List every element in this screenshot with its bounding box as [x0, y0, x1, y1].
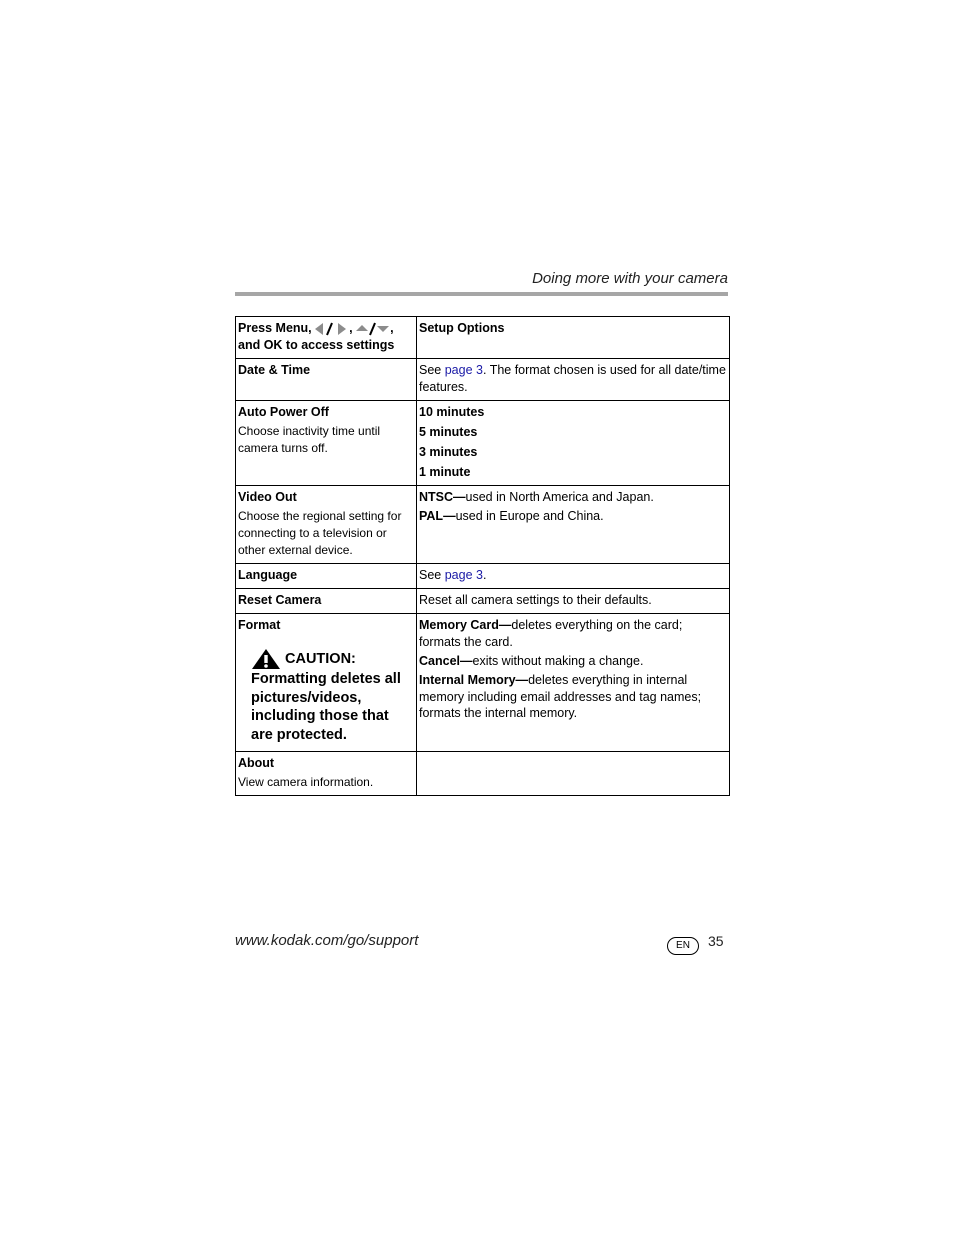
setup-options-table [235, 316, 730, 796]
table-row-language [236, 564, 730, 589]
caution-text: Formatting deletes all pictures/videos, including those that are protected. [251, 671, 401, 743]
table-header-row [236, 317, 730, 359]
header-cell-setup-options: Setup Options [417, 317, 730, 359]
header-rule [235, 292, 728, 296]
cancel-label: Cancel— [419, 654, 473, 668]
language-badge: EN [667, 937, 699, 955]
date-time-text: . The format chosen is used for all date/time features. [419, 363, 726, 394]
language-text: . [482, 568, 487, 582]
down-arrow-icon [377, 326, 389, 332]
option-5-minutes: 5 minutes [419, 425, 478, 439]
up-down-arrows-icon [356, 322, 390, 336]
label-date-time: Date & Time [236, 359, 417, 401]
page-number: 35 [708, 933, 724, 949]
option-10-minutes: 10 minutes [419, 405, 485, 419]
date-time-see: See [419, 363, 442, 377]
pal-label: PAL— [419, 509, 456, 523]
header-sep-2: , [390, 321, 394, 335]
desc-about: View camera information. [238, 775, 374, 789]
pal-text: used in Europe and China. [455, 509, 604, 523]
label-format: Format [238, 618, 281, 632]
language-see: See [419, 568, 442, 582]
caution-title: CAUTION: [285, 650, 356, 667]
left-arrow-icon [315, 323, 323, 335]
table-row-reset-camera [236, 589, 730, 614]
option-3-minutes: 3 minutes [419, 445, 478, 459]
ntsc-label: NTSC— [419, 490, 466, 504]
table-row-auto-power-off [236, 401, 730, 486]
table-row-video-out [236, 486, 730, 564]
desc-auto-power-off: Choose inactivity time until camera turns off. [238, 424, 381, 455]
label-auto-power-off: Auto Power Off [238, 405, 329, 419]
right-arrow-icon [338, 323, 346, 335]
internal-memory-label: Internal Memory— [419, 673, 529, 687]
value-format [417, 614, 730, 752]
memory-card-text: deletes everything on the card; formats the card. [419, 618, 683, 649]
slash-separator [370, 323, 375, 335]
value-video-out [417, 486, 730, 564]
value-auto-power-off [417, 401, 730, 486]
caution-box [251, 648, 413, 744]
value-reset-camera: Reset all camera settings to their defaults. [417, 589, 730, 614]
running-header-title: Doing more with your camera [532, 270, 728, 287]
label-language: Language [236, 564, 417, 589]
option-1-minute: 1 minute [419, 465, 471, 479]
cell-auto-power-off [236, 401, 417, 486]
header-cell-press-menu [236, 317, 417, 359]
header-press-menu-suffix: and OK to access settings [238, 338, 395, 352]
cell-format [236, 614, 417, 752]
header-press-menu-prefix: Press Menu, [238, 321, 312, 335]
internal-memory-text: deletes everything in internal memory including email addresses and tag names; formats the internal memory. [419, 673, 702, 720]
header-sep-1: , [349, 321, 353, 335]
value-about [417, 752, 730, 796]
cell-video-out [236, 486, 417, 564]
memory-card-label: Memory Card— [419, 618, 512, 632]
date-time-page-link[interactable]: page 3 [444, 363, 483, 377]
cancel-text: exits without making a change. [472, 654, 644, 668]
value-date-time [417, 359, 730, 401]
label-video-out: Video Out [238, 490, 297, 504]
table-row-date-time [236, 359, 730, 401]
desc-video-out: Choose the regional setting for connecting to a television or other external device. [238, 509, 402, 557]
footer-support-url[interactable]: www.kodak.com/go/support [235, 932, 419, 949]
ntsc-text: used in North America and Japan. [465, 490, 654, 504]
label-reset-camera: Reset Camera [236, 589, 417, 614]
table-row-format [236, 614, 730, 752]
left-right-arrows-icon [315, 322, 349, 336]
value-language [417, 564, 730, 589]
caution-icon [251, 648, 281, 670]
language-page-link[interactable]: page 3 [444, 568, 483, 582]
label-about: About [238, 756, 275, 770]
up-arrow-icon [356, 325, 368, 331]
slash-separator [327, 323, 332, 335]
table-row-about [236, 752, 730, 796]
cell-about [236, 752, 417, 796]
